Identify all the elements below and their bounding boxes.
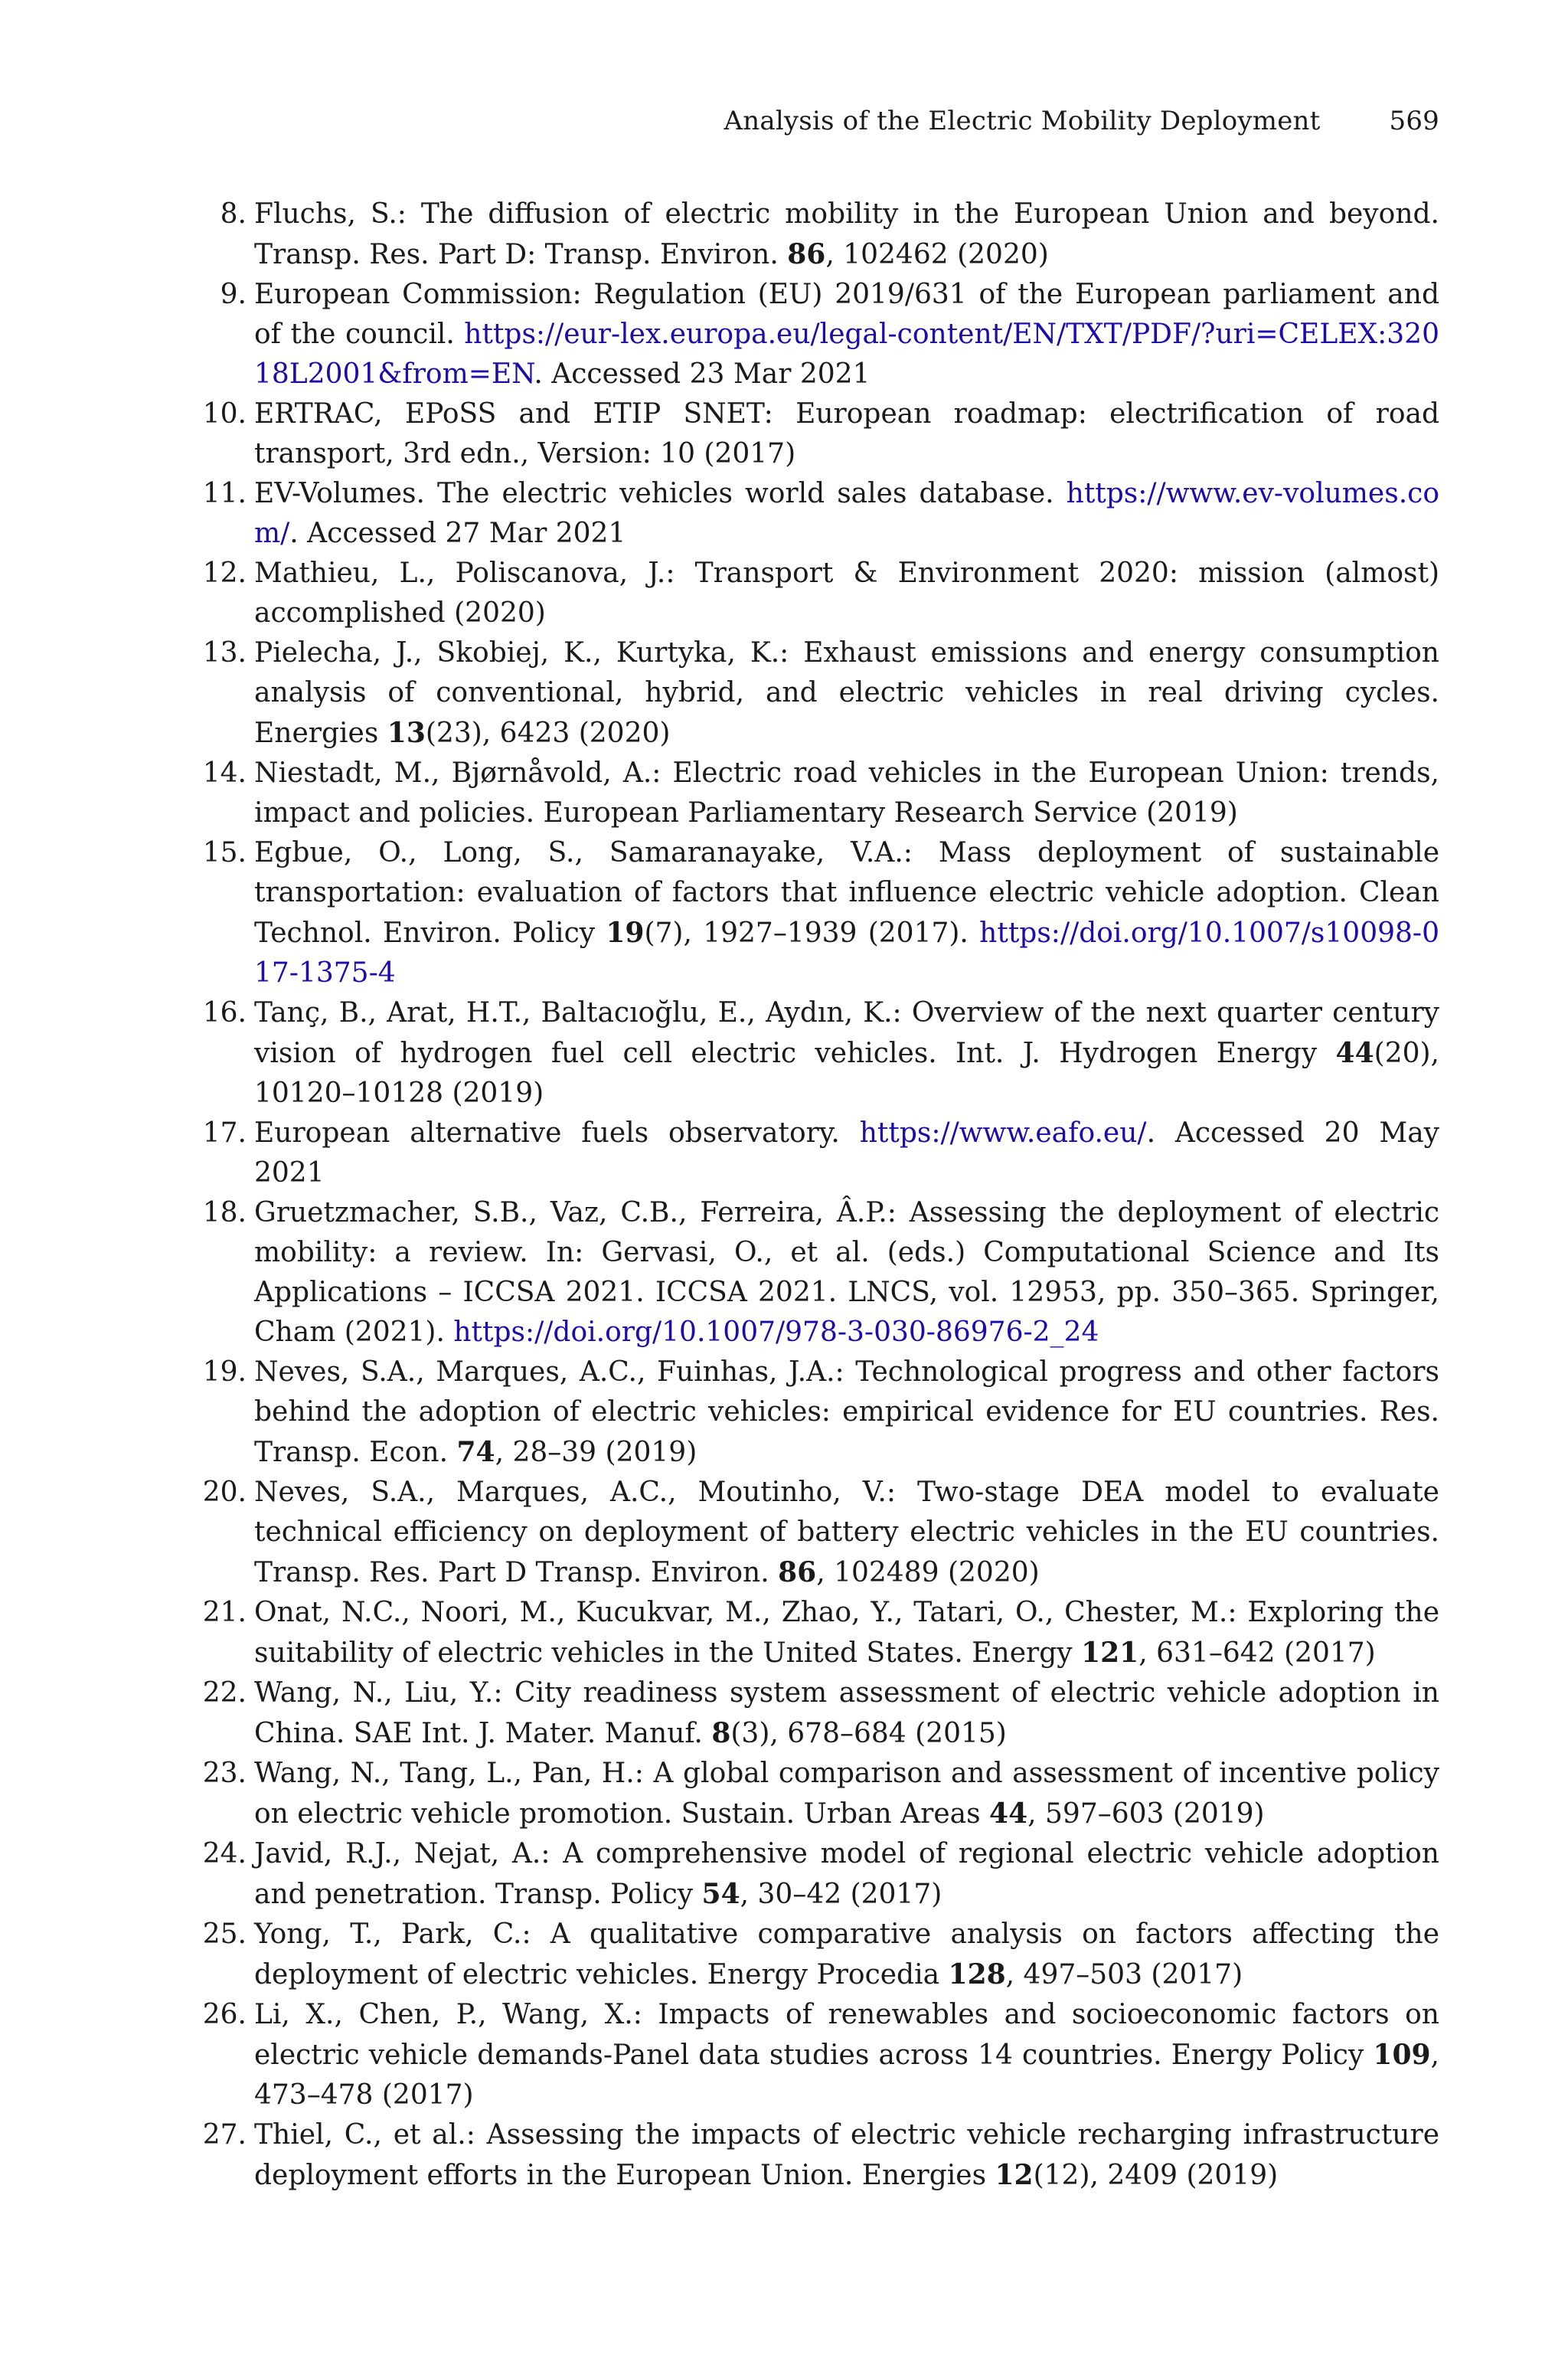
reference-text <box>254 474 1439 554</box>
reference-number: 9. <box>220 279 247 310</box>
reference-link[interactable]: https://doi.org/10.1007/s10098-017-1375-4 <box>254 918 1439 989</box>
reference-fragment: Tanç, B., Arat, H.T., Baltacıoğlu, E., Aydın, K.: Overview of the next quarter century vision of hydrogen fuel cell electric vehicles. Int. J. Hydrogen Energy <box>254 997 1439 1069</box>
reference-text <box>254 394 1439 474</box>
reference-text <box>254 993 1439 1114</box>
reference-item <box>201 1193 1439 1353</box>
reference-fragment: , 597–603 (2019) <box>1027 1798 1265 1830</box>
reference-text <box>254 1915 1439 1995</box>
reference-fragment: , 102489 (2020) <box>816 1557 1040 1588</box>
reference-number: 8. <box>220 198 247 230</box>
reference-text <box>254 1995 1439 2115</box>
reference-number: 24. <box>202 1838 247 1869</box>
reference-volume: 12 <box>995 2159 1034 2191</box>
running-title: Analysis of the Electric Mobility Deployment <box>724 106 1321 136</box>
reference-fragment: Onat, N.C., Noori, M., Kucukvar, M., Zhao, Y., Tatari, O., Chester, M.: Exploring the suitability of electric vehicles in the United States. Energy <box>254 1597 1439 1669</box>
reference-fragment: (12), 2409 (2019) <box>1033 2160 1279 2191</box>
reference-fragment: , 28–39 (2019) <box>495 1437 697 1468</box>
reference-fragment: Egbue, O., Long, S., Samaranayake, V.A.: Mass deployment of sustainable transportation: evaluation of factors that influence electric vehicle adoption. Clean Technol. Environ. Policy <box>254 837 1439 949</box>
reference-link[interactable]: https://www.ev-volumes.com/ <box>254 478 1439 549</box>
reference-item <box>201 833 1439 993</box>
reference-item <box>201 1995 1439 2115</box>
reference-fragment: Yong, T., Park, C.: A qualitative comparative analysis on factors affecting the deployment of electric vehicles. Energy Procedia <box>254 1918 1439 1990</box>
reference-number: 18. <box>202 1197 247 1228</box>
reference-link[interactable]: https://www.eafo.eu/ <box>859 1117 1147 1149</box>
running-header <box>663 106 1439 146</box>
reference-fragment: ERTRAC, EPoSS and ETIP SNET: European roadmap: electrification of road transport, 3rd edn., Version: 10 (2017) <box>254 398 1439 469</box>
reference-item <box>201 1915 1439 1995</box>
reference-number: 21. <box>202 1597 247 1628</box>
reference-volume: 13 <box>387 717 426 749</box>
reference-fragment: Wang, N., Tang, L., Pan, H.: A global comparison and assessment of incentive policy on electric vehicle promotion. Sustain. Urban Areas <box>254 1758 1439 1830</box>
reference-fragment: , 30–42 (2017) <box>740 1879 942 1910</box>
reference-number: 27. <box>202 2119 247 2151</box>
reference-text <box>254 833 1439 993</box>
reference-number: 26. <box>202 1999 247 2030</box>
reference-item <box>201 195 1439 275</box>
reference-fragment: . Accessed 27 Mar 2021 <box>289 518 626 549</box>
reference-list <box>201 195 1439 2196</box>
reference-fragment: (23), 6423 (2020) <box>425 718 671 749</box>
reference-text <box>254 1754 1439 1834</box>
reference-fragment: Pielecha, J., Skobiej, K., Kurtyka, K.: Exhaust emissions and energy consumption analysis of conventional, hybrid, and electric vehicles in real driving cycles. Energies <box>254 637 1439 749</box>
reference-text <box>254 1834 1439 1915</box>
reference-text <box>254 754 1439 833</box>
reference-fragment: Neves, S.A., Marques, A.C., Fuinhas, J.A.: Technological progress and other factors behind the adoption of electric vehicles: empirical evidence for EU countries. Res. Transp. Econ. <box>254 1356 1439 1468</box>
reference-fragment: , 102462 (2020) <box>825 239 1049 270</box>
reference-fragment: (20), 10120–10128 (2019) <box>254 1038 1439 1109</box>
reference-fragment: , 497–503 (2017) <box>1005 1959 1243 1990</box>
reference-fragment: Mathieu, L., Poliscanova, J.: Transport & Environment 2020: mission (almost) accomplished (2020) <box>254 558 1439 629</box>
reference-text <box>254 633 1439 754</box>
reference-item <box>201 554 1439 633</box>
reference-fragment: , 631–642 (2017) <box>1138 1637 1376 1669</box>
reference-number: 25. <box>202 1918 247 1950</box>
reference-number: 19. <box>202 1356 247 1388</box>
reference-fragment: European Commission: Regulation (EU) 2019/631 of the European parliament and of the council. <box>254 279 1439 350</box>
reference-text <box>254 1473 1439 1593</box>
reference-item <box>201 1754 1439 1834</box>
reference-number: 15. <box>202 837 247 868</box>
reference-number: 17. <box>202 1117 247 1149</box>
reference-fragment: Thiel, C., et al.: Assessing the impacts of electric vehicle recharging infrastructure deployment efforts in the European Union. Energies <box>254 2119 1439 2191</box>
reference-text <box>254 1114 1439 1193</box>
reference-item <box>201 394 1439 474</box>
reference-fragment: . Accessed 20 May 2021 <box>254 1117 1440 1189</box>
page-number: 569 <box>1389 106 1439 136</box>
reference-volume: 44 <box>1335 1037 1374 1069</box>
reference-item <box>201 1834 1439 1915</box>
reference-number: 10. <box>202 398 247 430</box>
reference-volume: 74 <box>456 1436 495 1468</box>
reference-text <box>254 1193 1439 1353</box>
reference-item <box>201 1473 1439 1593</box>
reference-fragment: Niestadt, M., Bjørnåvold, A.: Electric road vehicles in the European Union: trends, impact and policies. European Parliamentary Research Service (2019) <box>254 757 1439 829</box>
reference-item <box>201 754 1439 833</box>
reference-item <box>201 474 1439 554</box>
reference-fragment: Wang, N., Liu, Y.: City readiness system assessment of electric vehicle adoption in China. SAE Int. J. Mater. Manuf. <box>254 1677 1439 1749</box>
reference-number: 22. <box>202 1677 247 1709</box>
reference-volume: 19 <box>606 917 645 949</box>
reference-item <box>201 1673 1439 1754</box>
reference-fragment: EV-Volumes. The electric vehicles world sales database. <box>254 478 1067 509</box>
reference-number: 16. <box>202 997 247 1029</box>
reference-volume: 8 <box>711 1717 731 1749</box>
reference-fragment: Fluchs, S.: The diffusion of electric mobility in the European Union and beyond. Transp. Res. Part D: Transp. Environ. <box>254 198 1439 270</box>
reference-fragment: European alternative fuels observatory. <box>254 1117 860 1149</box>
reference-text <box>254 1673 1439 1754</box>
reference-text <box>254 554 1439 633</box>
reference-fragment: Neves, S.A., Marques, A.C., Moutinho, V.: Two-stage DEA model to evaluate technical efficiency on deployment of battery electric vehicles in the EU countries. Transp. Res. Part D Transp. Environ. <box>254 1477 1439 1588</box>
reference-item <box>201 1593 1439 1673</box>
reference-volume: 86 <box>778 1556 817 1588</box>
reference-item <box>201 2115 1439 2196</box>
reference-text <box>254 275 1439 394</box>
reference-volume: 109 <box>1373 2039 1431 2071</box>
reference-volume: 86 <box>787 238 826 270</box>
reference-volume: 54 <box>701 1878 740 1910</box>
reference-number: 12. <box>202 558 247 589</box>
reference-text <box>254 1593 1439 1673</box>
reference-link[interactable]: https://doi.org/10.1007/978-3-030-86976-2_24 <box>453 1317 1099 1348</box>
reference-text <box>254 195 1439 275</box>
reference-number: 23. <box>202 1758 247 1789</box>
reference-item <box>201 1353 1439 1473</box>
reference-item <box>201 993 1439 1114</box>
reference-fragment: (3), 678–684 (2015) <box>730 1718 1007 1749</box>
reference-text <box>254 2115 1439 2196</box>
reference-item <box>201 275 1439 394</box>
reference-fragment: , 473–478 (2017) <box>254 2039 1439 2111</box>
reference-fragment: Li, X., Chen, P., Wang, X.: Impacts of renewables and socioeconomic factors on electric vehicle demands-Panel data studies across 14 countries. Energy Policy <box>254 1999 1439 2071</box>
reference-text <box>254 1353 1439 1473</box>
reference-volume: 44 <box>989 1797 1028 1830</box>
reference-fragment: Gruetzmacher, S.B., Vaz, C.B., Ferreira, Â.P.: Assessing the deployment of electric mobility: a review. In: Gervasi, O., et al. (eds.) Computational Science and Its Applications – ICCSA 2021. ICCSA 2021. LNCS, vol. 12953, pp. 350–365. Springer, Cham (2021). <box>254 1197 1439 1348</box>
reference-volume: 128 <box>948 1958 1006 1990</box>
reference-fragment: (7), 1927–1939 (2017). <box>644 918 980 949</box>
reference-number: 20. <box>202 1477 247 1508</box>
reference-item <box>201 1114 1439 1193</box>
reference-volume: 121 <box>1081 1637 1139 1669</box>
reference-fragment: Javid, R.J., Nejat, A.: A comprehensive model of regional electric vehicle adoption and penetration. Transp. Policy <box>254 1838 1439 1910</box>
reference-link[interactable]: https://eur-lex.europa.eu/legal-content/EN/TXT/PDF/?uri=CELEX:32018L2001&from=EN <box>254 319 1439 390</box>
reference-number: 11. <box>202 478 247 509</box>
reference-item <box>201 633 1439 754</box>
reference-fragment: . Accessed 23 Mar 2021 <box>534 358 871 390</box>
reference-number: 14. <box>202 757 247 789</box>
reference-number: 13. <box>202 637 247 669</box>
